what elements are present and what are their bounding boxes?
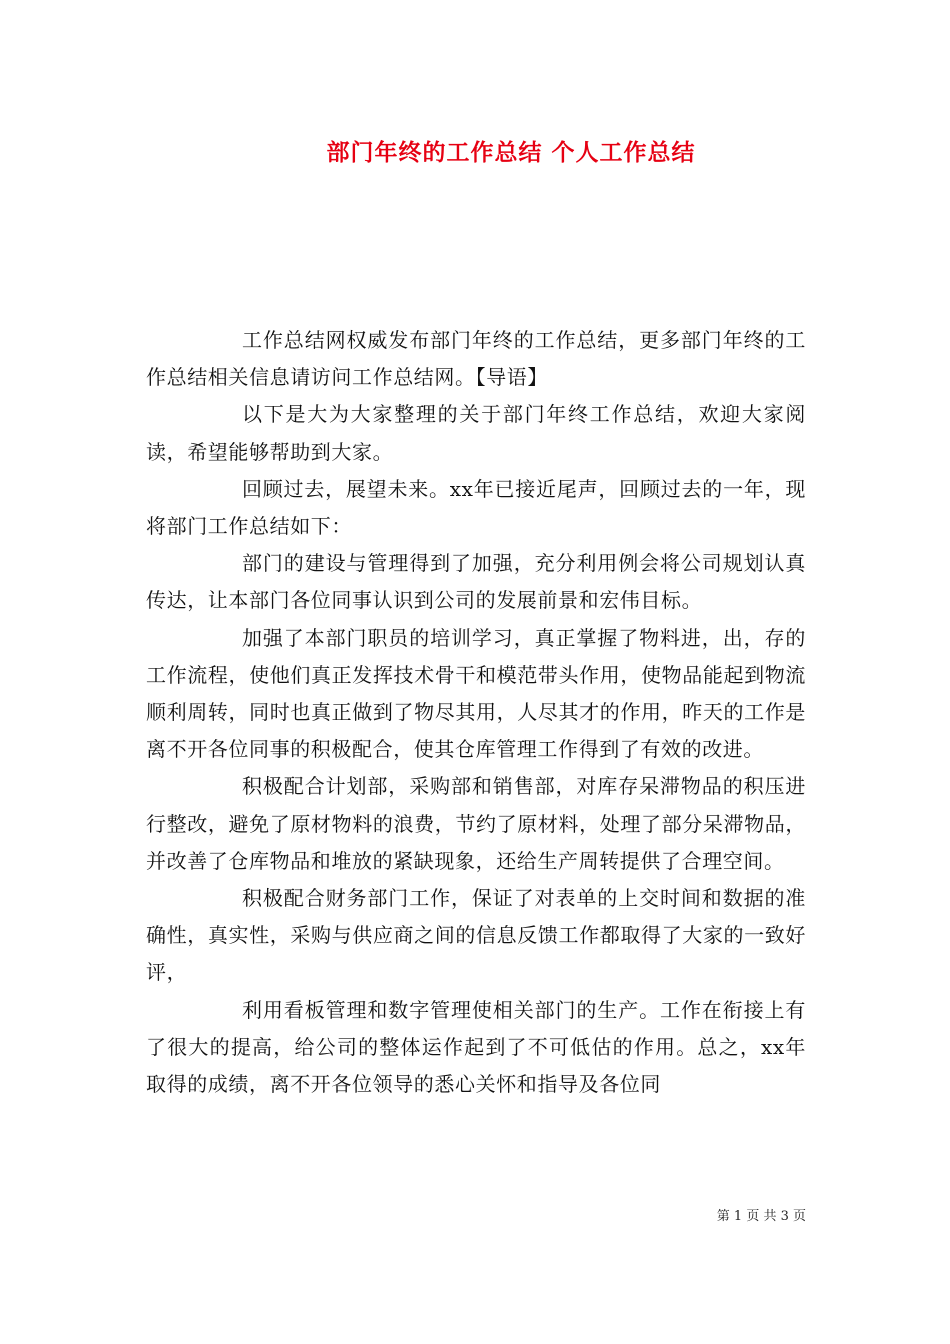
paragraph-intro: 工作总结网权威发布部门年终的工作总结，更多部门年终的工作总结相关信息请访问工作总结网。【导语】	[146, 328, 806, 390]
page-number-footer: 第 1 页 共 3 页	[716, 1209, 806, 1224]
paragraph-guide: 以下是大为大家整理的关于部门年终工作总结，欢迎大家阅读，希望能够帮助到大家。	[146, 402, 806, 464]
document-title-text: 部门年终的工作总结 个人工作总结	[326, 139, 696, 166]
document-title	[0, 134, 950, 167]
paragraph-management: 部门的建设与管理得到了加强，充分利用例会将公司规划认真传达，让本部门各位同事认识到公司的发展前景和宏伟目标。	[146, 551, 806, 613]
paragraph-review: 回顾过去，展望未来。xx年已接近尾声，回顾过去的一年，现将部门工作总结如下：	[146, 476, 806, 539]
paragraph-inventory: 积极配合计划部，采购部和销售部，对库存呆滞物品的积压进行整改，避免了原材物料的浪费，节约了原材料，处理了部分呆滞物品，并改善了仓库物品和堆放的紧缺现象，还给生产周转提供了合理空间。	[146, 774, 806, 873]
paragraph-training: 加强了本部门职员的培训学习，真正掌握了物料进，出，存的工作流程，使他们真正发挥技术骨干和模范带头作用，使物品能起到物流顺利周转，同时也真正做到了物尽其用，人尽其才的作用，昨天的工作是离不开各位同事的积极配合，使其仓库管理工作得到了有效的改进。	[146, 625, 806, 762]
paragraph-kanban: 利用看板管理和数字管理使相关部门的生产。工作在衔接上有了很大的提高，给公司的整体运作起到了不可低估的作用。总之，xx年取得的成绩，离不开各位领导的悉心关怀和指导及各位同	[146, 997, 806, 1097]
paragraph-finance: 积极配合财务部门工作，保证了对表单的上交时间和数据的准确性，真实性，采购与供应商之间的信息反馈工作都取得了大家的一致好评，	[146, 886, 806, 985]
document-body	[146, 322, 806, 1103]
